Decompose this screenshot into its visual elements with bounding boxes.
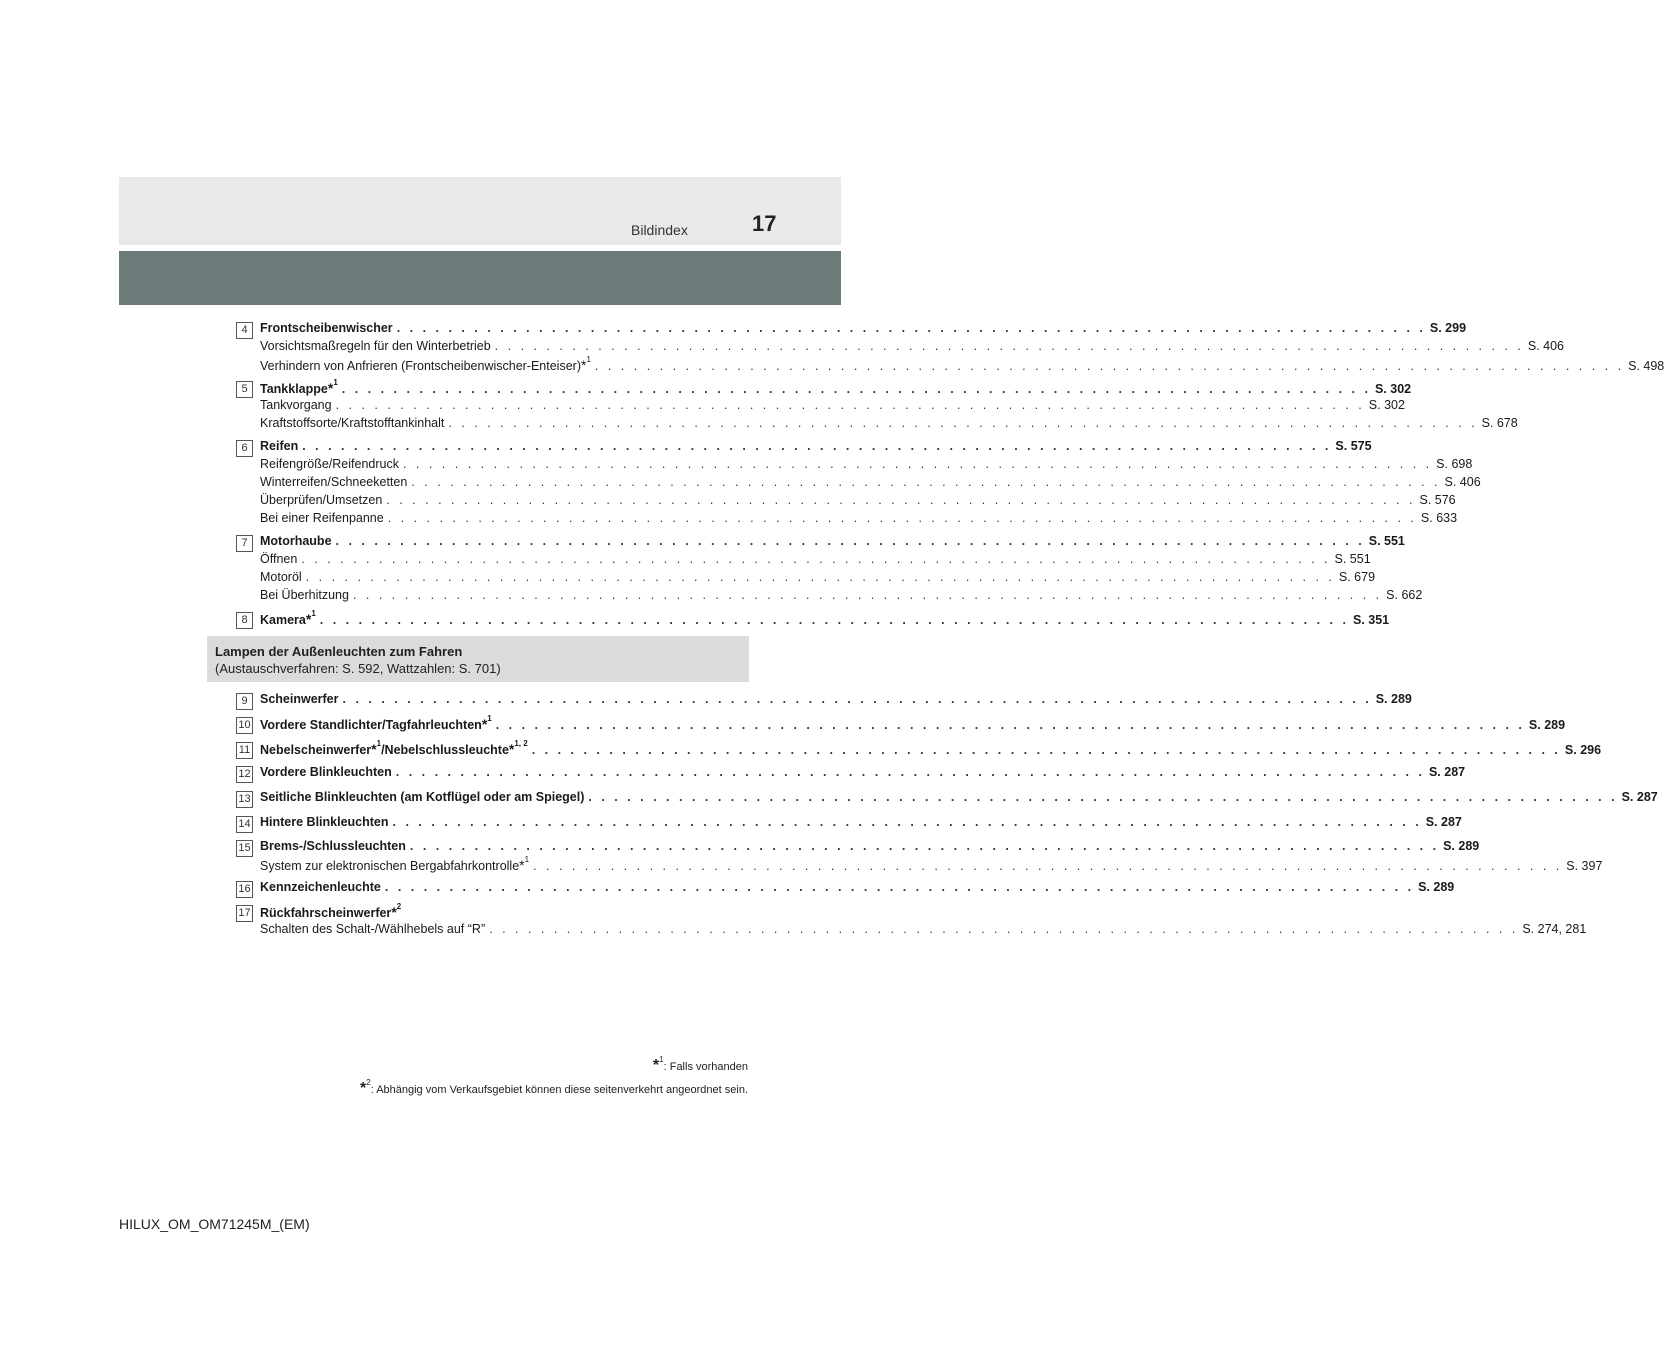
- footnote-ref: 1: [376, 739, 382, 748]
- entry-text: Tankvorgang: [260, 398, 332, 412]
- entry-subitem: [260, 398, 1405, 417]
- page-reference: S. 678: [1481, 416, 1518, 430]
- page-reference: S. 498: [1628, 359, 1664, 373]
- entry-title: [260, 534, 1405, 553]
- entry-title: [260, 815, 1462, 834]
- leader-dots: . . . . . . . . . . . . . . . . . . . . . . . . . . . . . . . . . . . . . . . . . . . . . . . . . . . . . . . . . . . . . . . . . . . . . . . . . . . . . . . .: [402, 457, 1433, 471]
- entry-title: [260, 439, 1372, 458]
- page-reference: S. 698: [1436, 457, 1473, 471]
- leader-dots: . . . . . . . . . . . . . . . . . . . . . . . . . . . . . . . . . . . . . . . . . . . . . . . . . . . . . . . . . . . . . . . . . . . . . . . . . . . . . . . .: [335, 398, 1365, 412]
- page-reference: S. 274, 281: [1522, 922, 1587, 936]
- leader-dots: . . . . . . . . . . . . . . . . . . . . . . . . . . . . . . . . . . . . . . . . . . . . . . . . . . . . . . . . . . . . . . . . . . . . . . . . . . . . . . . .: [352, 588, 1383, 602]
- entry-text: Frontscheibenwischer: [260, 321, 393, 335]
- lamp-section-box: [207, 636, 749, 682]
- page-reference: S. 299: [1429, 321, 1467, 335]
- footnote-ref: 1: [333, 378, 338, 387]
- page-reference: S. 302: [1368, 398, 1405, 412]
- item-number-badge: 8: [236, 612, 253, 629]
- entry-title: [260, 880, 1455, 899]
- page-reference: S. 551: [1334, 552, 1371, 566]
- entry-text: Nebelscheinwerfer: [260, 743, 372, 757]
- footnote-2-text: : Abhängig vom Verkaufsgebiet können diese seitenverkehrt angeordnet sein.: [370, 1084, 748, 1096]
- leader-dots: . . . . . . . . . . . . . . . . . . . . . . . . . . . . . . . . . . . . . . . . . . . . . . . . . . . . . . . . . . . . . . . . . . . . . . . . . . . . . . . .: [588, 790, 1618, 804]
- entry-text: Motoröl: [260, 570, 302, 584]
- entry-subitem: [260, 552, 1371, 571]
- page-reference: S. 576: [1419, 493, 1456, 507]
- entry-text: Schalten des Schalt-/Wählhebels auf “R”: [260, 922, 486, 936]
- entry-subitem: [260, 457, 1473, 476]
- item-number-badge: 15: [236, 840, 253, 857]
- entry-subitem: System zur elektronischen Bergabfahrkontrolle*$^1$ . . . . . . . . . . . . . . . . . . . . . . . . . . . . . . . . . . . . . . . . . . . . . . . . . . . . . . . . . . . . . . . . . . . . . . . . . . . . . . . . S. 397: [260, 855, 1603, 873]
- item-number-badge: 9: [236, 693, 253, 710]
- page-reference: S. 406: [1527, 339, 1565, 353]
- leader-dots: . . . . . . . . . . . . . . . . . . . . . . . . . . . . . . . . . . . . . . . . . . . . . . . . . . . . . . . . . . . . . . . . . . . . . . . . . . . . . . . .: [392, 815, 1422, 829]
- leader-dots: . . . . . . . . . . . . . . . . . . . . . . . . . . . . . . . . . . . . . . . . . . . . . . . . . . . . . . . . . . . . . . . . . . . . . . . . . . . . . . . .: [594, 359, 1625, 373]
- leader-dots: . . . . . . . . . . . . . . . . . . . . . . . . . . . . . . . . . . . . . . . . . . . . . . . . . . . . . . . . . . . . . . . . . . . . . . . . . . . . . . . .: [531, 743, 1561, 757]
- page-reference: S. 287: [1428, 765, 1466, 779]
- page-reference: S. 289: [1528, 718, 1566, 732]
- page-reference: S. 296: [1564, 743, 1602, 757]
- entry-text: Rückfahrscheinwerfer: [260, 906, 392, 920]
- footnote-2: *$^2$: Abhängig vom Verkaufsgebiet können diese seitenverkehrt angeordnet sein.: [360, 1078, 748, 1097]
- page-reference: S. 287: [1425, 815, 1462, 829]
- entry-text: Winterreifen/Schneeketten: [260, 475, 408, 489]
- leader-dots: . . . . . . . . . . . . . . . . . . . . . . . . . . . . . . . . . . . . . . . . . . . . . . . . . . . . . . . . . . . . . . . . . . . . . . . . . . . . . . . .: [305, 570, 1335, 584]
- entry-text: Reifen: [260, 439, 299, 453]
- page-reference: S. 406: [1444, 475, 1481, 489]
- entry-text: Kennzeichenleuchte: [260, 880, 381, 894]
- item-number-badge: 12: [236, 766, 253, 783]
- leader-dots: . . . . . . . . . . . . . . . . . . . . . . . . . . . . . . . . . . . . . . . . . . . . . . . . . . . . . . . . . . . . . . . . . . . . . . . . . . . . . . . .: [387, 511, 1417, 525]
- item-number-badge: 7: [236, 535, 253, 552]
- footnote-ref: 1: [311, 609, 316, 618]
- entry-text: Kamera: [260, 613, 306, 627]
- page-reference: S. 302: [1374, 382, 1412, 396]
- entry-text: Vordere Blinkleuchten: [260, 765, 392, 779]
- leader-dots: . . . . . . . . . . . . . . . . . . . . . . . . . . . . . . . . . . . . . . . . . . . . . . . . . . . . . . . . . . . . . . . . . . . . . . . . . . . . . . . .: [301, 552, 1331, 566]
- entry-text: Hintere Blinkleuchten: [260, 815, 389, 829]
- leader-dots: . . . . . . . . . . . . . . . . . . . . . . . . . . . . . . . . . . . . . . . . . . . . . . . . . . . . . . . . . . . . . . . . . . . . . . . . . . . . . . . .: [342, 692, 1372, 706]
- entry-title: Tankklappe*$^1$ . . . . . . . . . . . . . . . . . . . . . . . . . . . . . . . . . . . . . . . . . . . . . . . . . . . . . . . . . . . . . . . . . . . . . . . . . . . . . . . . S. 302: [260, 378, 1412, 396]
- entry-text: Tankklappe: [260, 382, 328, 396]
- footnote-ref: 1: [487, 714, 492, 723]
- entry-text: Scheinwerfer: [260, 692, 339, 706]
- entry-subitem: Verhindern von Anfrieren (Frontscheibenwischer-Enteiser)*$^1$ . . . . . . . . . . . . . . . . . . . . . . . . . . . . . . . . . . . . . . . . . . . . . . . . . . . . . . . . . . . . . . . . . . . . . . . . . . . . . . . . S. 498: [260, 355, 1664, 373]
- entry-title: [260, 321, 1467, 340]
- page-reference: S. 289: [1375, 692, 1412, 706]
- entry-text: Überprüfen/Umsetzen: [260, 493, 383, 507]
- leader-dots: . . . . . . . . . . . . . . . . . . . . . . . . . . . . . . . . . . . . . . . . . . . . . . . . . . . . . . . . . . . . . . . . . . . . . . . . . . . . . . . .: [341, 382, 1371, 396]
- footnote-ref: 2: [396, 902, 402, 911]
- document-footer: HILUX_OM_OM71245M_(EM): [119, 1216, 310, 1232]
- leader-dots: . . . . . . . . . . . . . . . . . . . . . . . . . . . . . . . . . . . . . . . . . . . . . . . . . . . . . . . . . . . . . . . . . . . . . . . . . . . . . . . .: [319, 613, 1349, 627]
- page-reference: S. 287: [1621, 790, 1658, 804]
- leader-dots: . . . . . . . . . . . . . . . . . . . . . . . . . . . . . . . . . . . . . . . . . . . . . . . . . . . . . . . . . . . . . . . . . . . . . . . . . . . . . . . .: [396, 321, 1426, 335]
- item-number-badge: 6: [236, 440, 253, 457]
- entry-text: Bei einer Reifenpanne: [260, 511, 384, 525]
- item-number-badge: 14: [236, 816, 253, 833]
- leader-dots: . . . . . . . . . . . . . . . . . . . . . . . . . . . . . . . . . . . . . . . . . . . . . . . . . . . . . . . . . . . . . . . . . . . . . . . . . . . . . . . .: [411, 475, 1441, 489]
- page-reference: S. 289: [1443, 839, 1480, 853]
- entry-text: Seitliche Blinkleuchten (am Kotflügel oder am Spiegel): [260, 790, 585, 804]
- footnote-ref: 1, 2: [514, 739, 528, 748]
- entry-title: Nebelscheinwerfer*$^1$/Nebelschlussleuchte*$^{1, 2}$ . . . . . . . . . . . . . . . . . . . . . . . . . . . . . . . . . . . . . . . . . . . . . . . . . . . . . . . . . . . . . . . . . . . . . . . . . . . . . . . . S. 296: [260, 739, 1602, 757]
- item-number-badge: 13: [236, 791, 253, 808]
- leader-dots: . . . . . . . . . . . . . . . . . . . . . . . . . . . . . . . . . . . . . . . . . . . . . . . . . . . . . . . . . . . . . . . . . . . . . . . . . . . . . . . .: [409, 839, 1440, 853]
- entry-text: Vordere Standlichter/Tagfahrleuchten: [260, 718, 482, 732]
- leader-dots: . . . . . . . . . . . . . . . . . . . . . . . . . . . . . . . . . . . . . . . . . . . . . . . . . . . . . . . . . . . . . . . . . . . . . . . . . . . . . . . .: [335, 534, 1365, 548]
- item-number-badge: 10: [236, 717, 253, 734]
- entry-title: Vordere Standlichter/Tagfahrleuchten*$^1$ . . . . . . . . . . . . . . . . . . . . . . . . . . . . . . . . . . . . . . . . . . . . . . . . . . . . . . . . . . . . . . . . . . . . . . . . . . . . . . . . S. 289: [260, 714, 1566, 732]
- entry-text: Kraftstoffsorte/Kraftstofftankinhalt: [260, 416, 445, 430]
- page-reference: S. 575: [1335, 439, 1372, 453]
- entry-text: Vorsichtsmaßregeln für den Winterbetrieb: [260, 339, 491, 353]
- lamp-section-title: Lampen der Außenleuchten zum Fahren: [215, 644, 463, 659]
- footnote-1: *$^1$: Falls vorhanden: [652, 1055, 748, 1074]
- leader-dots: . . . . . . . . . . . . . . . . . . . . . . . . . . . . . . . . . . . . . . . . . . . . . . . . . . . . . . . . . . . . . . . . . . . . . . . . . . . . . . . .: [495, 718, 1525, 732]
- lamp-section-subtitle: (Austauschverfahren: S. 592, Wattzahlen: S. 701): [215, 661, 501, 676]
- footnote-1-mark: 1: [659, 1055, 664, 1064]
- page-reference: S. 397: [1566, 859, 1603, 873]
- entry-subitem: [260, 493, 1456, 512]
- leader-dots: . . . . . . . . . . . . . . . . . . . . . . . . . . . . . . . . . . . . . . . . . . . . . . . . . . . . . . . . . . . . . . . . . . . . . . . . . . . . . . . .: [302, 439, 1332, 453]
- leader-dots: . . . . . . . . . . . . . . . . . . . . . . . . . . . . . . . . . . . . . . . . . . . . . . . . . . . . . . . . . . . . . . . . . . . . . . . . . . . . . . . .: [489, 922, 1519, 936]
- page-number: 17: [752, 211, 777, 236]
- leader-dots: . . . . . . . . . . . . . . . . . . . . . . . . . . . . . . . . . . . . . . . . . . . . . . . . . . . . . . . . . . . . . . . . . . . . . . . . . . . . . . . .: [494, 339, 1524, 353]
- leader-dots: . . . . . . . . . . . . . . . . . . . . . . . . . . . . . . . . . . . . . . . . . . . . . . . . . . . . . . . . . . . . . . . . . . . . . . . . . . . . . . . .: [395, 765, 1425, 779]
- entry-text-2: /Nebelschlussleuchte: [381, 743, 509, 757]
- entry-text: Öffnen: [260, 552, 298, 566]
- entry-text: Verhindern von Anfrieren (Frontscheibenwischer-Enteiser): [260, 359, 581, 373]
- entry-subitem: [260, 416, 1518, 435]
- page-reference: S. 289: [1418, 880, 1455, 894]
- item-number-badge: 5: [236, 381, 253, 398]
- entry-subitem: [260, 339, 1565, 358]
- entry-text: System zur elektronischen Bergabfahrkontrolle: [260, 859, 520, 873]
- entry-title: [260, 692, 1412, 711]
- entry-text: Reifengröße/Reifendruck: [260, 457, 399, 471]
- leader-dots: . . . . . . . . . . . . . . . . . . . . . . . . . . . . . . . . . . . . . . . . . . . . . . . . . . . . . . . . . . . . . . . . . . . . . . . . . . . . . . . .: [384, 880, 1415, 894]
- entry-subitem: [260, 475, 1481, 494]
- entry-subitem: [260, 922, 1587, 941]
- page-reference: S. 679: [1338, 570, 1376, 584]
- entry-title: [260, 790, 1658, 809]
- leader-dots: . . . . . . . . . . . . . . . . . . . . . . . . . . . . . . . . . . . . . . . . . . . . . . . . . . . . . . . . . . . . . . . . . . . . . . . . . . . . . . . .: [533, 859, 1563, 873]
- item-number-badge: 16: [236, 881, 253, 898]
- page-reference: S. 662: [1386, 588, 1423, 602]
- entry-text: Motorhaube: [260, 534, 332, 548]
- footnote-ref: 1: [524, 855, 530, 864]
- header-title: Bildindex: [631, 222, 688, 238]
- leader-dots: . . . . . . . . . . . . . . . . . . . . . . . . . . . . . . . . . . . . . . . . . . . . . . . . . . . . . . . . . . . . . . . . . . . . . . . . . . . . . . . .: [448, 416, 1478, 430]
- entry-title: Rückfahrscheinwerfer*$^2$: [260, 902, 402, 920]
- entry-title: [260, 765, 1466, 784]
- item-number-badge: 17: [236, 905, 253, 922]
- entry-subitem: [260, 511, 1458, 530]
- entry-text: Brems-/Schlussleuchten: [260, 839, 406, 853]
- page-reference: S. 633: [1420, 511, 1458, 525]
- page-reference: S. 351: [1352, 613, 1390, 627]
- entry-title: [260, 839, 1480, 858]
- entry-subitem: [260, 570, 1376, 589]
- item-number-badge: 11: [236, 742, 253, 759]
- page-reference: S. 551: [1368, 534, 1405, 548]
- leader-dots: . . . . . . . . . . . . . . . . . . . . . . . . . . . . . . . . . . . . . . . . . . . . . . . . . . . . . . . . . . . . . . . . . . . . . . . . . . . . . . . .: [386, 493, 1416, 507]
- entry-text: Bei Überhitzung: [260, 588, 349, 602]
- footnote-2-mark: 2: [366, 1078, 371, 1087]
- entry-title: Kamera*$^1$ . . . . . . . . . . . . . . . . . . . . . . . . . . . . . . . . . . . . . . . . . . . . . . . . . . . . . . . . . . . . . . . . . . . . . . . . . . . . . . . . S. 351: [260, 609, 1390, 627]
- entry-subitem: [260, 588, 1423, 607]
- footnote-ref: 1: [586, 355, 591, 364]
- footnote-1-text: : Falls vorhanden: [663, 1061, 748, 1073]
- item-number-badge: 4: [236, 322, 253, 339]
